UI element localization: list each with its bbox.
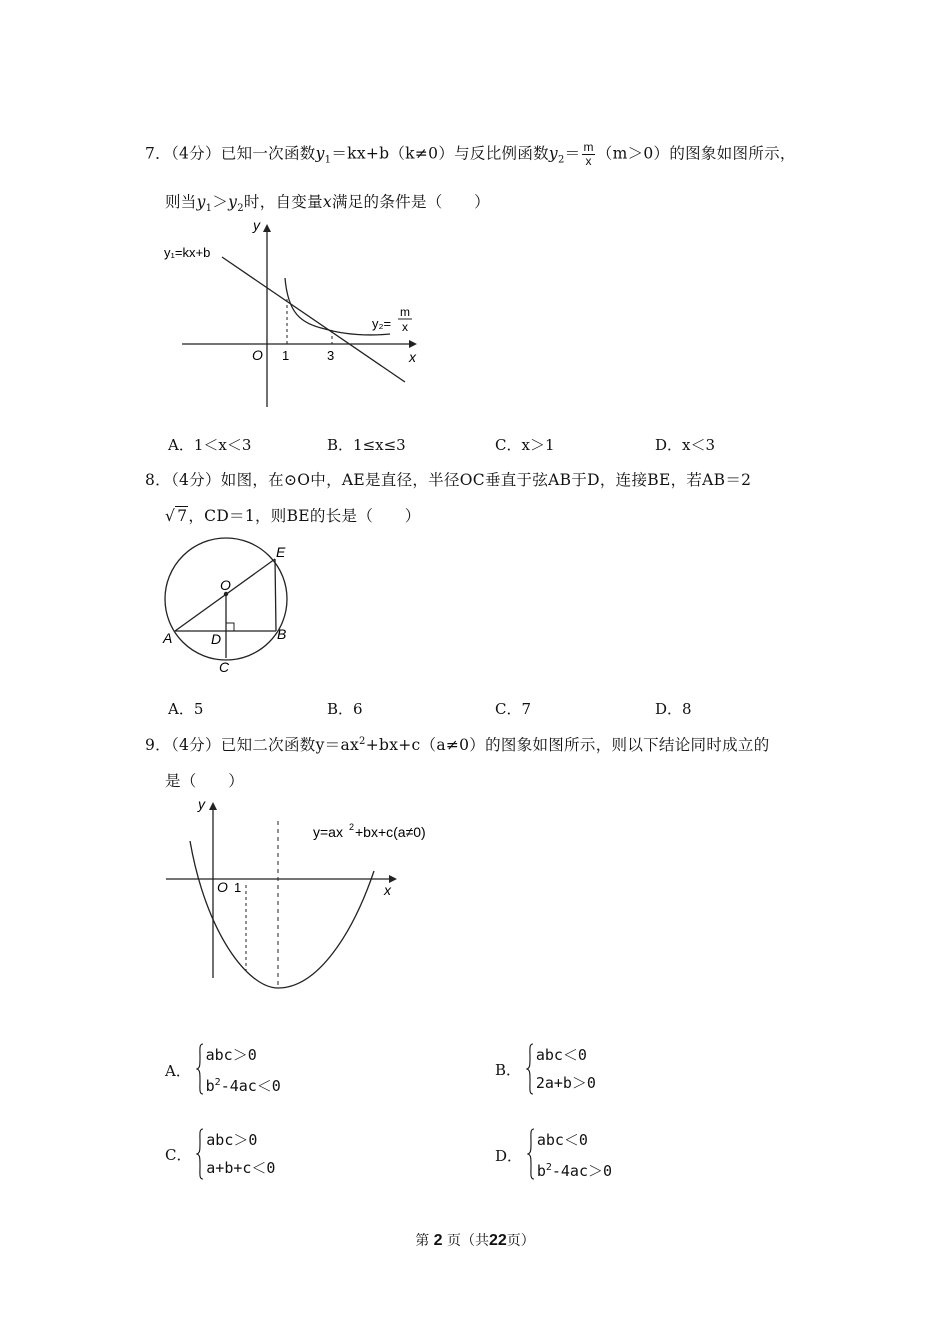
q7-ob-text: 1≤x≤3 <box>353 436 406 454</box>
q9-oc-letter: C． <box>165 1145 192 1164</box>
footer-prefix: 第 <box>415 1233 430 1249</box>
q7-l2y1: y <box>196 193 206 211</box>
q7-number: 7． <box>145 144 171 163</box>
q7-od-text: x＜3 <box>682 436 716 454</box>
q9-oa-row2 <box>206 1069 281 1100</box>
q9-od-row2sup: 2 <box>545 1162 552 1173</box>
q7-sub2: 2 <box>557 154 565 166</box>
q9-line2 <box>165 769 244 791</box>
q8-segment-be <box>275 559 276 631</box>
q8-number: 8． <box>145 471 171 489</box>
q9-od-row2 <box>537 1154 612 1185</box>
q9-x-label: x <box>384 882 391 898</box>
q8-text-b: ，CD＝1，则BE的长是（ ） <box>188 507 421 525</box>
q7-frac-den: x <box>585 154 592 168</box>
q9-oa-system <box>196 1041 281 1100</box>
q7-l2x: x <box>322 193 332 211</box>
q7-option-b[interactable] <box>327 434 406 455</box>
q7-text: 已知一次函数 <box>220 144 316 163</box>
q7-eq2: ＝ <box>564 144 581 163</box>
q9-parabola <box>190 841 374 988</box>
q8-label-e: E <box>276 544 286 560</box>
q7-l2s1: 1 <box>205 203 213 215</box>
q7-score: （4分） <box>170 144 221 163</box>
q7-y1: y <box>315 144 325 163</box>
q7-option-d[interactable] <box>655 434 715 455</box>
q7-tick1: 1 <box>282 348 290 363</box>
q7-option-c[interactable] <box>495 434 555 455</box>
q8-line2 <box>165 504 421 526</box>
q7-tick3: 3 <box>327 348 335 363</box>
q8-sqrt: √ 7 <box>165 507 188 525</box>
q9-od-system <box>527 1126 612 1185</box>
q7-cond2: （m＞0）的图象如图所示， <box>596 144 796 163</box>
q8-label-c: C <box>219 659 230 675</box>
q9-ob-system <box>526 1041 596 1097</box>
q8-figure <box>158 532 298 677</box>
page-footer <box>0 1230 950 1250</box>
q7-eq1: ＝kx+b <box>331 144 390 163</box>
q9-y-arrow <box>209 802 217 810</box>
q9-origin: O <box>217 879 228 895</box>
brace-icon <box>527 1128 535 1180</box>
q9-line1 <box>145 733 770 755</box>
q8-score: （4分） <box>170 471 221 489</box>
q9-score: （4分） <box>170 736 221 754</box>
q9-sup: 2 <box>359 735 366 747</box>
q7-fraction <box>582 141 594 168</box>
q7-y-label: y <box>253 217 260 233</box>
q8-option-a[interactable] <box>168 698 203 719</box>
footer-mid: 页（共 <box>447 1233 489 1249</box>
q8-label-d: D <box>211 631 222 647</box>
q8-sqrt-val: 7 <box>177 507 188 525</box>
q7-curve-den: x <box>402 320 408 334</box>
q7-curve-label: y₂= <box>372 316 392 331</box>
q7-origin: O <box>252 347 263 363</box>
q8-oc-text: 7 <box>521 700 532 718</box>
q9-od-row1: abc＜0 <box>536 1131 588 1149</box>
q7-l2c: 满足的条件是（ ） <box>331 193 490 211</box>
q9-oa-row2a: b <box>205 1077 215 1095</box>
q8-od-text: 8 <box>682 700 692 718</box>
q7-line-label: y₁=kx+b <box>164 245 211 260</box>
q9-oc-row1: abc＞0 <box>206 1131 258 1149</box>
q8-label-o: O <box>220 577 231 593</box>
q9-number: 9． <box>145 736 171 754</box>
q9-curve-label-b: +bx+c(a≠0) <box>355 824 426 840</box>
q8-label-b: B <box>277 626 287 642</box>
q9-oc-row2: a+b+c＜0 <box>206 1159 276 1177</box>
q9-ob-row2: 2a+b＞0 <box>535 1074 596 1092</box>
q7-x-label: x <box>409 349 416 365</box>
q8-text-a: 如图，在⊙O中，AE是直径，半径OC垂直于弦AB于D，连接BE，若AB＝2 <box>220 471 752 489</box>
q7-x-arrow <box>409 340 417 348</box>
q7-l2a: 则当 <box>165 193 197 211</box>
q8-od-letter: D． <box>655 700 683 718</box>
q7-l2gt: ＞ <box>212 193 229 211</box>
q8-right-angle <box>226 623 234 631</box>
brace-icon <box>196 1128 204 1180</box>
q9-od-letter: D． <box>495 1147 523 1165</box>
q9-oa-letter: A． <box>165 1062 191 1080</box>
q9-tick1: 1 <box>234 880 242 895</box>
q7-line2 <box>165 190 490 214</box>
q8-oa-text: 5 <box>193 700 204 718</box>
q7-oa-text: 1＜x＜3 <box>193 436 252 454</box>
q7-oa-letter: A． <box>168 436 194 454</box>
q7-l2s2: 2 <box>237 203 244 215</box>
footer-page-number: 2 <box>433 1232 443 1249</box>
q9-graph <box>158 793 448 1003</box>
q9-ob-letter: B． <box>495 1060 522 1079</box>
q7-oc-text: x＞1 <box>521 436 555 454</box>
footer-total-pages: 22 <box>489 1232 507 1249</box>
q7-y-arrow <box>263 224 271 232</box>
q9-option-d[interactable] <box>495 1126 612 1185</box>
q7-l2b: 时，自变量 <box>243 193 323 211</box>
q8-ob-text: 6 <box>353 700 363 718</box>
q7-ob-letter: B． <box>327 436 354 454</box>
q8-option-d[interactable] <box>655 698 692 719</box>
brace-icon <box>196 1043 204 1095</box>
q7-oc-letter: C． <box>495 436 522 454</box>
q9-curve-label-sup: 2 <box>349 822 355 832</box>
q8-option-c[interactable] <box>495 698 531 719</box>
q7-l2y2: y <box>228 193 238 211</box>
q7-graph <box>160 215 430 415</box>
q8-option-b[interactable] <box>327 698 363 719</box>
q7-sub1: 1 <box>324 154 332 166</box>
footer-suffix: 页） <box>506 1233 535 1249</box>
q9-oc-system <box>196 1126 275 1182</box>
q7-line1 <box>145 141 796 168</box>
q9-od-row2a: b <box>536 1162 546 1180</box>
q9-ob-row1: abc＜0 <box>535 1046 587 1064</box>
q8-oc-letter: C． <box>495 700 522 718</box>
q9-oa-row1: abc＞0 <box>205 1046 257 1064</box>
q9-text-b: +bx+c（a≠0）的图象如图所示，则以下结论同时成立的 <box>365 736 770 754</box>
q9-oa-row2b: -4ac＜0 <box>220 1077 281 1095</box>
q7-cond1: （k≠0）与反比例函数 <box>389 144 549 163</box>
q9-y-label: y <box>198 796 205 812</box>
q9-oa-row2sup: 2 <box>214 1077 221 1088</box>
q9-od-row2b: -4ac＞0 <box>551 1162 613 1180</box>
q8-line1 <box>145 468 751 490</box>
q9-option-b[interactable] <box>495 1041 596 1097</box>
q9-option-c[interactable] <box>165 1126 275 1182</box>
q9-option-a[interactable] <box>165 1041 281 1100</box>
q8-ob-letter: B． <box>327 700 354 718</box>
brace-icon <box>526 1043 534 1095</box>
q9-curve-label-a: y=ax <box>313 824 343 840</box>
q8-label-a: A <box>163 630 173 646</box>
q7-option-a[interactable] <box>168 434 251 455</box>
q7-y2: y <box>548 144 558 163</box>
q7-od-letter: D． <box>655 436 683 454</box>
q8-oa-letter: A． <box>168 700 194 718</box>
q7-curve-num: m <box>400 305 410 319</box>
q9-text-a: 已知二次函数y＝ax <box>220 736 360 754</box>
q7-frac-num: m <box>583 140 594 154</box>
q9-text-line2: 是（ ） <box>165 772 245 790</box>
